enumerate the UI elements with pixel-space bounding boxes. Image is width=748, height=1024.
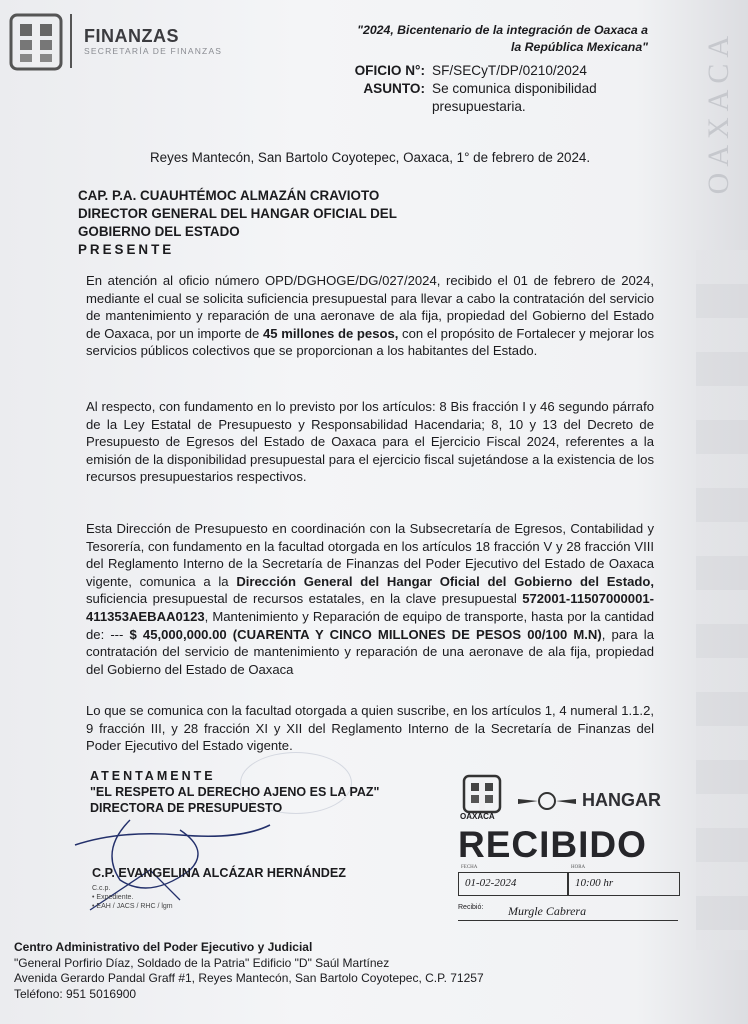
- text: Esta Dirección de Presupuesto en coordinación con la Subsecretaría de Egresos, Contabilidad y Tesorería, con fundamento en la facultad otorgada en los artículos 18 fracción V y 28 fracción VIII del Reglamento Interno de la Secretaría de Finanzas del Poder Ejecutivo del Estado de Oaxaca vigente, comunica a la: [86, 521, 654, 589]
- side-watermark: OAXACA: [702, 30, 735, 195]
- amount-bold: 45 millones de pesos,: [262, 325, 399, 341]
- amount-total: $ 45,000,000.00 (CUARENTA Y CINCO MILLONES DE PESOS 00/100 M.N): [129, 626, 602, 642]
- ccp-label: C.c.p.: [92, 885, 111, 892]
- stamp-time-label: HORA: [571, 865, 586, 870]
- ccp-initials: • EAH / JACS / RHC / lgm: [92, 903, 173, 910]
- text: suficiencia presupuestal de recursos estatales, en la clave presupuestal: [86, 591, 523, 607]
- paragraph-4: Lo que se comunica con la facultad otorgada a quien suscribe, en los artículos 1, 4 numeral 1.1.2, 9 fracción III, y 28 fracción XI y XII del Reglamento Interno de la Secretaría de Finanzas del Poder Ejecutivo del Estado vigente.: [86, 703, 654, 754]
- reference-labels: [300, 62, 425, 98]
- signer-name: C.P. EVANGELINA ALCÁZAR HERNÁNDEZ: [92, 866, 346, 880]
- reference-values: [432, 62, 652, 116]
- stamp-date-box: [458, 865, 568, 896]
- stamp-time-value: 10:00 hr: [575, 877, 614, 889]
- motto: [328, 22, 648, 56]
- org-subtitle: SECRETARÍA DE FINANZAS: [84, 46, 223, 56]
- logo-divider: [70, 14, 72, 68]
- presente: PRESENTE: [78, 242, 175, 257]
- text: , Mantenimiento y Reparación de equipo de transporte, hasta por la cantidad de: ---: [86, 608, 654, 642]
- asunto-value-cont: presupuestaria.: [432, 99, 526, 114]
- paragraph-3: [86, 520, 654, 678]
- side-pattern: [696, 250, 748, 950]
- government-logo-icon: [8, 12, 64, 72]
- footer-line: "General Porfirio Díaz, Soldado de la Patria" Edificio "D" Saúl Martínez: [14, 955, 390, 970]
- footer-line: Avenida Gerardo Pandal Graff #1, Reyes Mantecón, San Bartolo Coyotepec, C.P. 71257: [14, 971, 484, 985]
- stamp-received-by: [458, 904, 678, 921]
- stamp-date-value: 01-02-2024: [465, 877, 517, 889]
- paragraph-2: Al respecto, con fundamento en lo previsto por los artículos: 8 Bis fracción I y 46 segundo párrafo de la Ley Estatal de Presupuesto y Responsabilidad Hacendaria; 8, 10 y 13 del Decreto de Presupuesto de Egresos del Estado de Oaxaca para el Ejercicio Fiscal 2024, referentes a la emisión de la disponibilidad presupuestal para el ejercicio fiscal sujetándose a la existencia de los recursos presupuestarios respectivos.: [86, 399, 654, 485]
- stamp-title: RECIBIDO: [458, 824, 647, 865]
- text: con el propósito de Fortalecer y mejorar los servicios públicos colectivos que se proporcionan a los habitantes del Estado.: [86, 325, 654, 359]
- cargo: DIRECTORA DE PRESUPUESTO: [90, 801, 283, 815]
- oficio-label: OFICIO N°:: [354, 63, 425, 78]
- stamp-received-value: Murgle Cabrera: [508, 904, 587, 918]
- footer-line: Centro Administrativo del Poder Ejecutivo y Judicial: [14, 940, 313, 954]
- received-stamp: [456, 770, 686, 930]
- atentamente: ATENTAMENTE: [90, 769, 216, 783]
- paragraph-1: [86, 272, 654, 360]
- oficio-value: SF/SECyT/DP/0210/2024: [432, 63, 587, 78]
- ccp-item: • Expediente.: [92, 894, 134, 901]
- ccp-block: [92, 884, 173, 911]
- addressee-title: DIRECTOR GENERAL DEL HANGAR OFICIAL DEL: [78, 206, 397, 221]
- addressee-block: [78, 187, 397, 259]
- stamp-date-label: FECHA: [461, 865, 478, 870]
- stamp-hangar: HANGAR: [582, 790, 661, 810]
- asunto-label: ASUNTO:: [363, 81, 425, 96]
- lema: "EL RESPETO AL DERECHO AJENO ES LA PAZ": [90, 785, 380, 799]
- recipient-bold: Dirección General del Hangar Oficial del Gobierno del Estado,: [236, 573, 654, 589]
- addressee-name: CAP. P.A. CUAUHTÉMOC ALMAZÁN CRAVIOTO: [78, 188, 380, 203]
- wings-icon: [516, 790, 578, 812]
- stamp-received-label: Recibió:: [458, 904, 484, 911]
- asunto-value: Se comunica disponibilidad: [432, 81, 597, 96]
- motto-line: la República Mexicana": [510, 40, 648, 54]
- footer-phone: Teléfono: 951 5016900: [14, 986, 137, 1001]
- motto-line: "2024, Bicentenario de la integración de Oaxaca a: [357, 23, 648, 37]
- stamp-oaxaca: OAXACA: [460, 812, 495, 821]
- text: , para la contratación del servicio de mantenimiento y reparación de una aeronave de ala fija, propiedad del Gobierno del Estado de Oaxaca: [86, 626, 654, 677]
- date-line: Reyes Mantecón, San Bartolo Coyotepec, Oaxaca, 1° de febrero de 2024.: [150, 150, 591, 165]
- addressee-title-cont: GOBIERNO DEL ESTADO: [78, 224, 240, 239]
- text: En atención al oficio número OPD/DGHOGE/DG/027/2024, recibido el 01 de febrero de 2024, mediante el cual se solicita suficiencia presupuestal para llevar a cabo la contratación del servicio de mantenimiento y reparación de una aeronave de ala fija, propiedad del Gobierno del Estado de Oaxaca, por un importe de: [86, 273, 654, 341]
- oaxaca-logo-icon: [462, 774, 502, 814]
- footer-address: [14, 940, 484, 1002]
- stamp-time-box: [568, 865, 680, 896]
- budget-key: 572001-11507000001-411353AEBAA0123: [86, 591, 654, 624]
- org-title: FINANZAS: [84, 26, 179, 46]
